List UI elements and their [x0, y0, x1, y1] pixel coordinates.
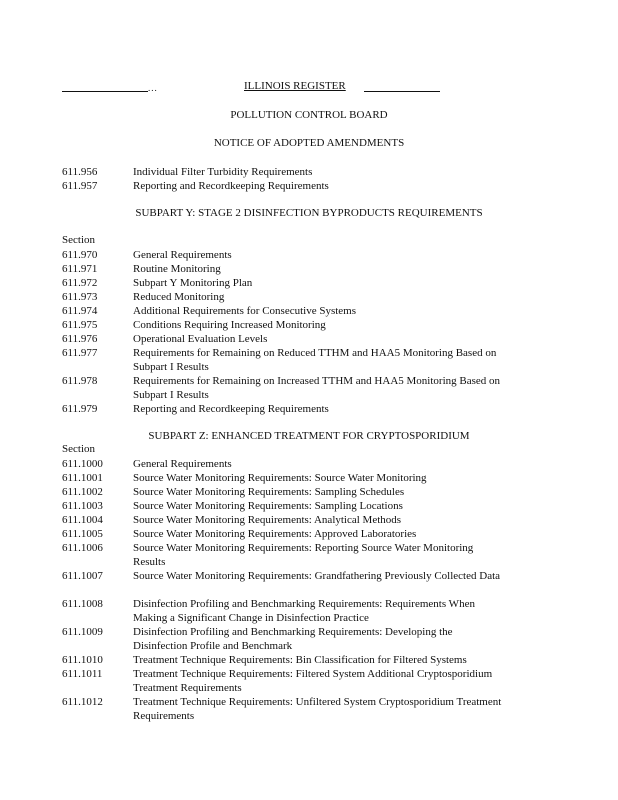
- section-number: 611.974: [62, 305, 98, 317]
- section-number: 611.970: [62, 249, 98, 261]
- section-number: 611.1011: [62, 668, 103, 680]
- section-number: 611.979: [62, 403, 98, 415]
- section-title: Treatment Technique Requirements: Unfiltered System Cryptosporidium Treatment Requirements: [133, 696, 502, 722]
- section-number: 611.976: [62, 333, 98, 345]
- section-number: 611.1005: [62, 528, 103, 540]
- section-number: 611.975: [62, 319, 98, 331]
- section-number: 611.1007: [62, 570, 103, 582]
- section-number: 611.973: [62, 291, 98, 303]
- section-title: Reduced Monitoring: [133, 291, 225, 303]
- section-title: Source Water Monitoring Requirements: Sampling Schedules: [133, 486, 405, 498]
- section-title: Reporting and Recordkeeping Requirements: [133, 403, 329, 415]
- section-title: Treatment Technique Requirements: Bin Classification for Filtered Systems: [133, 654, 467, 666]
- section-title: Requirements for Remaining on Reduced TTHM and HAA5 Monitoring Based on Subpart I Results: [133, 347, 497, 373]
- section-title: Routine Monitoring: [133, 263, 221, 275]
- section-number: 611.1004: [62, 514, 103, 526]
- section-number: 611.1010: [62, 654, 103, 666]
- section-label: Section: [62, 234, 95, 246]
- section-number: 611.956: [62, 166, 98, 178]
- section-number: 611.1008: [62, 598, 103, 610]
- section-title: Individual Filter Turbidity Requirements: [133, 166, 313, 178]
- section-number: 611.1009: [62, 626, 103, 638]
- register-header: [62, 80, 442, 94]
- header-rule-left: [62, 91, 148, 92]
- board-name: POLLUTION CONTROL BOARD: [230, 109, 388, 121]
- section-title: Operational Evaluation Levels: [133, 333, 268, 345]
- section-number: 611.977: [62, 347, 98, 359]
- section-number: 611.971: [62, 263, 98, 275]
- section-title: Source Water Monitoring Requirements: Analytical Methods: [133, 514, 402, 526]
- section-number: 611.1012: [62, 696, 103, 708]
- section-number: 611.1006: [62, 542, 103, 554]
- section-title: Treatment Technique Requirements: Filtered System Additional Cryptosporidium Treatment Requirements: [133, 668, 493, 694]
- section-title: General Requirements: [133, 458, 232, 470]
- section-title: Disinfection Profiling and Benchmarking Requirements: Requirements When Making a Significant Change in Disinfection Practice: [133, 598, 475, 624]
- section-title: Disinfection Profiling and Benchmarking Requirements: Developing the Disinfection Profile and Benchmark: [133, 626, 453, 652]
- section-number: 611.972: [62, 277, 98, 289]
- section-number: 611.1002: [62, 486, 103, 498]
- header-rule-right: [364, 91, 440, 92]
- section-title: Source Water Monitoring Requirements: Grandfathering Previously Collected Data: [133, 570, 501, 582]
- subpart-y-heading: SUBPART Y: STAGE 2 DISINFECTION BYPRODUCTS REQUIREMENTS: [135, 207, 483, 219]
- section-title: Source Water Monitoring Requirements: Approved Laboratories: [133, 528, 417, 540]
- section-title: Conditions Requiring Increased Monitoring: [133, 319, 326, 331]
- section-title: Source Water Monitoring Requirements: Reporting Source Water Monitoring Results: [133, 542, 474, 568]
- section-title: Reporting and Recordkeeping Requirements: [133, 180, 329, 192]
- notice-title: NOTICE OF ADOPTED AMENDMENTS: [213, 137, 405, 149]
- register-title: ILLINOIS REGISTER: [244, 80, 346, 92]
- section-title: Subpart Y Monitoring Plan: [133, 277, 253, 289]
- section-number: 611.957: [62, 180, 98, 192]
- section-title: General Requirements: [133, 249, 232, 261]
- section-number: 611.978: [62, 375, 98, 387]
- section-label: Section: [62, 443, 95, 455]
- header-dots: ...: [148, 83, 158, 93]
- section-title: Source Water Monitoring Requirements: Sampling Locations: [133, 500, 403, 512]
- section-number: 611.1003: [62, 500, 103, 512]
- section-title: Additional Requirements for Consecutive Systems: [133, 305, 357, 317]
- section-title: Source Water Monitoring Requirements: Source Water Monitoring: [133, 472, 427, 484]
- subpart-z-heading: SUBPART Z: ENHANCED TREATMENT FOR CRYPTOSPORIDIUM: [148, 430, 470, 442]
- section-number: 611.1000: [62, 458, 103, 470]
- section-number: 611.1001: [62, 472, 103, 484]
- section-title: Requirements for Remaining on Increased TTHM and HAA5 Monitoring Based on Subpart I Results: [133, 375, 501, 401]
